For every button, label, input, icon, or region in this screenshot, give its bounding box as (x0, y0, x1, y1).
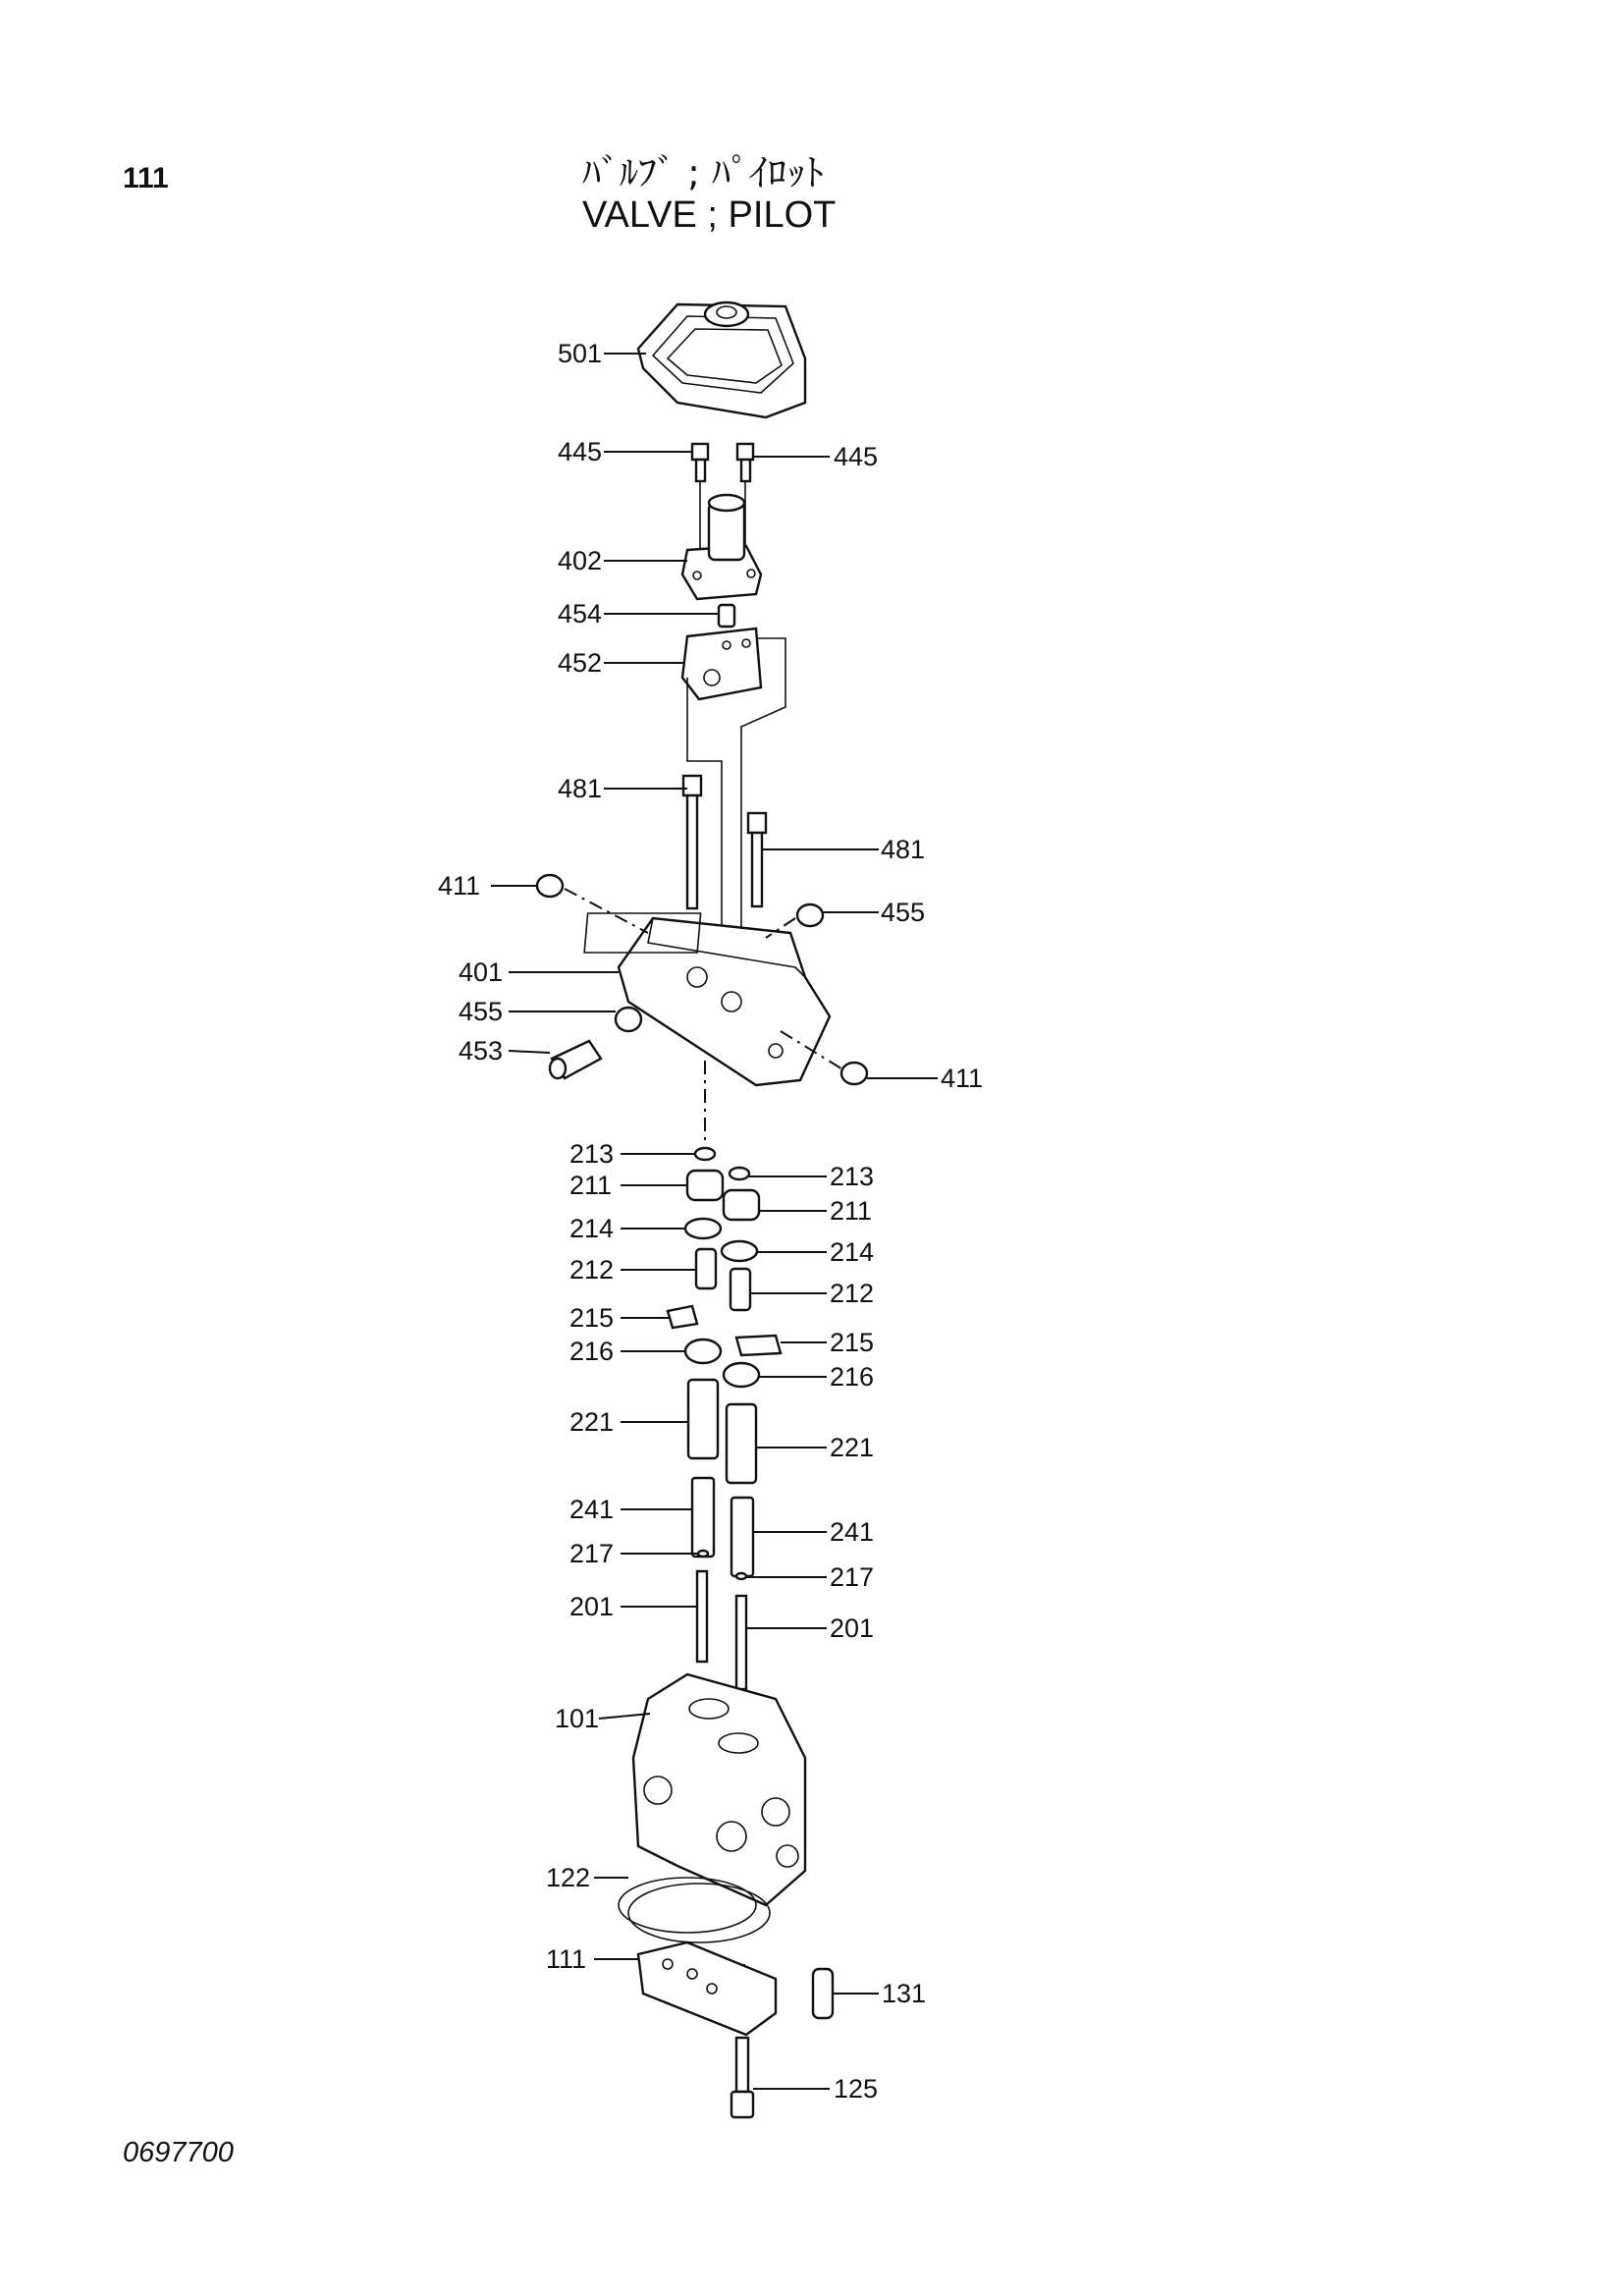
callout-111: 111 (546, 1944, 587, 1974)
callout-241-left: 241 (569, 1495, 615, 1524)
callout-445-left: 445 (558, 437, 603, 466)
bushing-455-left (616, 1008, 641, 1031)
plug-411-left (537, 875, 563, 897)
callout-101: 101 (555, 1704, 600, 1733)
bushing-455-right (797, 904, 823, 926)
callout-215-right: 215 (830, 1328, 875, 1357)
valve-body-101 (633, 1674, 805, 1905)
page-number: 111 (123, 162, 169, 194)
callout-215-left: 215 (569, 1303, 615, 1333)
set-screw-454 (719, 605, 734, 627)
spool-stack-left (668, 1148, 723, 1662)
callout-212-left: 212 (569, 1255, 615, 1285)
callout-217-left: 217 (569, 1539, 615, 1568)
plate-402 (682, 495, 761, 599)
callout-481-left: 481 (558, 774, 603, 803)
callout-212-right: 212 (830, 1279, 875, 1308)
callout-221-left: 221 (569, 1407, 615, 1437)
screw-445-right (737, 444, 753, 481)
callout-213-right: 213 (830, 1162, 875, 1191)
block-452 (682, 629, 761, 699)
pin-453 (550, 1041, 601, 1078)
callout-213-left: 213 (569, 1139, 615, 1169)
callout-453: 453 (459, 1036, 504, 1066)
drawing-number: 0697700 (123, 2137, 234, 2168)
callout-217-right: 217 (830, 1562, 875, 1592)
callout-401: 401 (459, 957, 504, 987)
callout-501: 501 (558, 339, 603, 368)
plate-111 (638, 1942, 776, 2035)
callout-216-left: 216 (569, 1337, 615, 1366)
callout-481-right: 481 (881, 835, 926, 864)
callout-122: 122 (546, 1863, 591, 1892)
callout-125: 125 (834, 2074, 879, 2104)
bolt-481-left (683, 776, 701, 908)
casing-401 (584, 913, 830, 1085)
callout-201-left: 201 (569, 1592, 615, 1621)
callout-454: 454 (558, 599, 603, 629)
callout-411-left: 411 (438, 871, 481, 901)
callout-445-right: 445 (834, 442, 879, 471)
pin-131 (813, 1969, 833, 2018)
screw-445-left (692, 444, 708, 481)
callout-216-right: 216 (830, 1362, 875, 1392)
callout-201-right: 201 (830, 1613, 875, 1643)
callout-411-right: 411 (941, 1064, 984, 1093)
spool-stack-right (722, 1168, 781, 1689)
callout-455-left: 455 (459, 997, 504, 1026)
plug-411-right (841, 1063, 867, 1084)
bolt-125 (731, 2038, 753, 2117)
callout-131: 131 (882, 1979, 927, 2008)
callout-452: 452 (558, 648, 603, 678)
bolt-481-right (748, 813, 766, 906)
callout-211-left: 211 (569, 1171, 613, 1200)
callout-214-left: 214 (569, 1214, 615, 1243)
title-english: VALVE ; PILOT (582, 194, 837, 236)
callout-211-right: 211 (830, 1196, 873, 1226)
title-japanese: ﾊﾞﾙﾌﾞ ; ﾊﾟｲﾛｯﾄ (582, 151, 824, 194)
callout-214-right: 214 (830, 1237, 875, 1267)
rubber-boot-part (638, 302, 805, 417)
callout-455-right: 455 (881, 898, 926, 927)
callout-221-right: 221 (830, 1433, 875, 1462)
o-ring-122 (619, 1878, 756, 1933)
callout-402: 402 (558, 546, 603, 575)
callout-241-right: 241 (830, 1517, 875, 1547)
